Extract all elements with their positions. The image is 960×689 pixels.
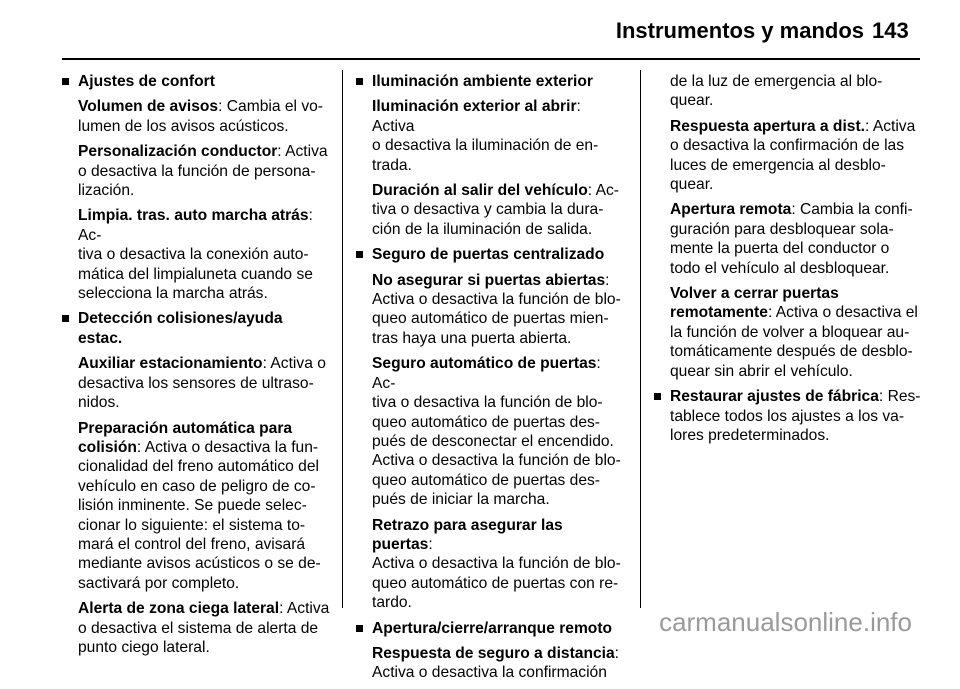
setting-text: Activa o desactiva la función de blo- (372, 452, 621, 470)
setting-item (78, 419, 330, 594)
bullet-square-icon (356, 251, 363, 258)
setting-text: Activa (872, 117, 916, 135)
setting-text: queo automático de puertas des- (372, 413, 600, 431)
section-heading: Detección colisiones/ayuda estac. (78, 310, 283, 347)
term-separator: : (262, 355, 271, 373)
setting-text: tardo. (372, 594, 412, 612)
setting-item (670, 117, 922, 195)
setting-text: lores predeterminados. (670, 426, 830, 444)
setting-text: Activa o desactiva la función de blo- (372, 555, 621, 573)
term-separator: : (865, 117, 873, 135)
setting-text: Activa o desactiva la confirmación (372, 664, 607, 682)
setting-term: Iluminación exterior al abrir (372, 98, 577, 116)
term-separator: : (428, 535, 433, 553)
setting-text: vehículo en caso de peligro de co- (78, 477, 316, 495)
setting-text: ción de la iluminación de salida. (372, 220, 593, 238)
section (62, 72, 330, 303)
column-1 (62, 72, 330, 663)
column-divider-1 (342, 70, 343, 608)
section-heading: Ajustes de confort (78, 73, 215, 90)
bullet-square-icon (62, 78, 69, 85)
term-separator: : (277, 143, 286, 161)
setting-text: punto ciego lateral. (78, 638, 210, 656)
setting-text: todo el vehículo al desbloquear. (670, 259, 890, 277)
setting-text: trada. (372, 156, 412, 174)
setting-text: selecciona la marcha atrás. (78, 285, 268, 303)
setting-term: No asegurar si puertas abiertas (372, 271, 606, 289)
term-separator: : (614, 644, 619, 662)
term-separator: : (767, 304, 776, 322)
section-heading: Iluminación ambiente exterior (372, 73, 593, 90)
term-separator: : (791, 201, 800, 219)
term-separator: : (878, 388, 888, 406)
watermark: carmanualsonline.info (659, 607, 912, 637)
bullet-square-icon (356, 625, 363, 632)
setting-text: Cambia el vo- (226, 98, 323, 116)
bullet-square-icon (654, 393, 661, 400)
setting-text: guración para desbloquear sola- (670, 220, 894, 238)
setting-text: luces de emergencia al desblo- (670, 156, 886, 174)
setting-text: tiva o desactiva la conexión auto- (78, 246, 309, 264)
setting-item (372, 644, 624, 683)
setting-term: Volver a cerrar puertas (670, 285, 839, 303)
setting-text: tiva o desactiva y cambia la dura- (372, 201, 604, 219)
setting-item (670, 72, 922, 111)
term-separator: : (218, 98, 227, 116)
setting-text: Ac- (372, 374, 396, 392)
setting-text: de la luz de emergencia al blo- (670, 73, 883, 90)
setting-item (372, 97, 624, 175)
setting-text: tomáticamente después de desblo- (670, 343, 913, 361)
setting-text: nidos. (78, 394, 120, 412)
setting-text: cionar lo siguiente: el sistema to- (78, 516, 306, 534)
setting-item (670, 387, 922, 445)
setting-text: Activa o (270, 355, 326, 373)
setting-text: la función de volver a bloquear au- (670, 323, 910, 341)
setting-text: Activa (372, 117, 415, 135)
setting-text: queo automático de puertas con re- (372, 574, 619, 592)
setting-text: pués de iniciar la marcha. (372, 491, 550, 509)
column-3 (654, 72, 922, 451)
section-continuation (654, 72, 922, 381)
setting-item (78, 206, 330, 303)
page-number: 143 (872, 18, 909, 43)
term-separator: : (587, 182, 596, 200)
term-separator: : (279, 600, 287, 618)
setting-term: colisión (78, 438, 137, 456)
setting-text: quear sin abrir el vehículo. (670, 362, 853, 380)
setting-item (670, 200, 922, 278)
setting-term: Retrazo para asegurar las puertas (372, 516, 563, 553)
setting-text: Res- (887, 388, 921, 406)
setting-text: Ac- (595, 182, 619, 200)
setting-term: Personalización conductor (78, 143, 278, 161)
section (654, 387, 922, 445)
setting-text: quear. (670, 176, 714, 194)
setting-item (372, 354, 624, 509)
setting-term: remotamente (670, 304, 768, 322)
setting-term: Respuesta apertura a dist. (670, 117, 865, 135)
section (356, 619, 624, 683)
bullet-square-icon (62, 315, 69, 322)
setting-text: quear. (670, 92, 714, 110)
setting-term: Restaurar ajustes de fábrica (670, 388, 879, 406)
section-heading: Apertura/cierre/arranque remoto (372, 619, 613, 637)
setting-term: Limpia. tras. auto marcha atrás (78, 207, 309, 225)
section (62, 309, 330, 657)
setting-text: mará el control del freno, avisará (78, 535, 306, 553)
setting-text: queo automático de puertas mien- (372, 310, 609, 328)
page-header-title: Instrumentos y mandos (615, 18, 864, 43)
column-2 (356, 72, 624, 689)
section (356, 245, 624, 612)
setting-item (670, 284, 922, 381)
setting-term: Alerta de zona ciega lateral (78, 600, 280, 618)
setting-text: tiva o desactiva la función de blo- (372, 394, 603, 412)
setting-text: sactivará por completo. (78, 574, 240, 592)
setting-item (372, 271, 624, 349)
term-separator: : (576, 98, 581, 116)
bullet-square-icon (356, 78, 363, 85)
setting-item (372, 181, 624, 239)
setting-text: o desactiva la función de persona- (78, 162, 316, 180)
setting-text: desactiva los sensores de ultraso- (78, 374, 314, 392)
setting-item (372, 516, 624, 613)
setting-text: Activa (286, 600, 330, 618)
setting-text: lumen de los avisos acústicos. (78, 117, 289, 135)
setting-term: Respuesta de seguro a distancia (372, 644, 615, 662)
setting-term: Apertura remota (670, 201, 792, 219)
setting-text: lización. (78, 182, 135, 200)
term-separator: : (136, 438, 145, 456)
section (356, 72, 624, 239)
setting-text: lisión inminente. Se puede selec- (78, 497, 307, 515)
setting-term: Volumen de avisos (78, 98, 219, 116)
setting-text: Activa o desactiva la función de blo- (372, 291, 621, 309)
setting-item (78, 97, 330, 136)
setting-text: queo automático de puertas des- (372, 471, 600, 489)
setting-term: Duración al salir del vehículo (372, 182, 588, 200)
term-separator: : (308, 207, 313, 225)
setting-text: Activa (285, 143, 328, 161)
setting-term: Seguro automático de puertas (372, 355, 597, 373)
setting-text: tras haya una puerta abierta. (372, 329, 572, 347)
setting-text: Cambia la confi- (800, 201, 913, 219)
section-heading: Seguro de puertas centralizado (372, 246, 605, 264)
setting-term: Auxiliar estacionamiento (78, 355, 263, 373)
setting-item (78, 599, 330, 657)
setting-term: Preparación automática para (78, 419, 293, 437)
setting-text: mediante avisos acústicos o se de- (78, 555, 321, 573)
setting-item (78, 354, 330, 412)
setting-text: o desactiva el sistema de alerta de (78, 619, 319, 637)
setting-text: pués de desconectar el encendido. (372, 432, 614, 450)
setting-text: Ac- (78, 226, 102, 244)
setting-text: mente la puerta del conductor o (670, 240, 890, 258)
setting-text: o desactiva la confirmación de las (670, 137, 905, 155)
setting-item (78, 142, 330, 200)
header-rule (62, 58, 920, 60)
term-separator: : (596, 355, 601, 373)
setting-text: tablece todos los ajustes a los va- (670, 407, 905, 425)
setting-text: o desactiva la iluminación de en- (372, 137, 599, 155)
setting-text: cionalidad del freno automático del (78, 458, 319, 476)
setting-text: mática del limpialuneta cuando se (78, 265, 313, 283)
setting-text: Activa o desactiva el (775, 304, 918, 322)
term-separator: : (605, 271, 610, 289)
column-divider-2 (640, 70, 641, 608)
setting-text: Activa o desactiva la fun- (144, 438, 319, 456)
